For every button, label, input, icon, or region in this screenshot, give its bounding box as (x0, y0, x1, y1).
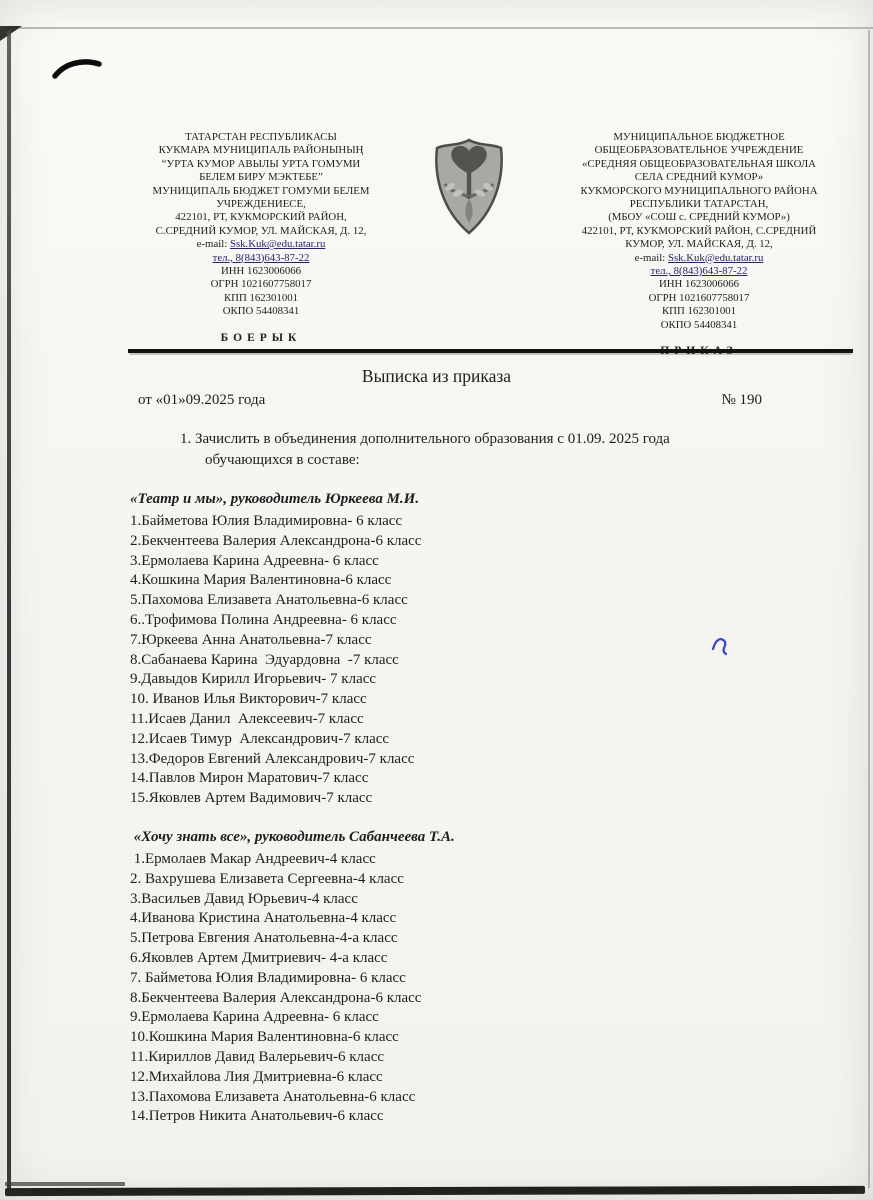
email-label: e-mail: (196, 238, 230, 251)
org-line: КПП 162301001 (661, 305, 737, 318)
org-line: БЕЛЕМ БИРУ МЭКТЕБЕ” (199, 171, 323, 184)
org-lines-top (546, 131, 852, 252)
org-line: (МБОУ «СОШ с. СРЕДНИЙ КУМОР») (608, 211, 790, 224)
email-link: Ssk.Kuk@edu.tatar.ru (229, 238, 326, 251)
org-line: “УРТА КУМОР АВЫЛЫ УРТА ГОМУМИ (161, 157, 361, 170)
org-line: ОКПО 54408341 (660, 318, 738, 331)
black-ink-mark (52, 55, 104, 88)
phone-line: тел., 8(843)643-87-22 (650, 265, 748, 278)
member-line: 2.Бекчентеева Валерия Александрона-6 класс (130, 532, 422, 549)
org-line: КПП 162301001 (223, 291, 299, 304)
org-block-russian (546, 131, 852, 359)
member-line: 10. Иванов Илья Викторович-7 класс (130, 691, 367, 708)
org-lines-bottom (546, 278, 852, 332)
org-line: С.СРЕДНИЙ КУМОР, УЛ. МАЙСКАЯ, Д. 12, (155, 224, 367, 237)
org-line: ИНН 1623006066 (220, 265, 302, 278)
member-line: 3.Ермолаева Карина Адреевна- 6 класс (130, 552, 379, 569)
intro-paragraph (180, 429, 670, 470)
org-line: ОГРН 1021607758017 (648, 291, 750, 304)
org-line: РЕСПУБЛИКИ ТАТАРСТАН, (629, 198, 769, 211)
org-lines-bottom (130, 265, 392, 319)
letterhead-divider (128, 349, 853, 353)
email-link: Ssk.Kuk@edu.tatar.ru (667, 251, 764, 264)
member-line: 15.Яковлев Артем Вадимович-7 класс (130, 790, 373, 807)
member-line: 4.Кошкина Мария Валентиновна-6 класс (130, 572, 392, 589)
org-line: КУМОР, УЛ. МАЙСКАЯ, Д. 12, (625, 238, 773, 251)
member-line: 9.Ермолаева Карина Адреевна- 6 класс (130, 1009, 379, 1026)
org-line: 422101, РТ, КУКМОРСКИЙ РАЙОН, (175, 211, 347, 224)
section-heading: «Хочу знать все», руководитель Сабанчеева Т.А. (130, 829, 455, 845)
member-line: 7. Байметова Юлия Владимировна- 6 класс (130, 969, 406, 986)
member-list (130, 850, 455, 1127)
member-line: 1.Байметова Юлия Владимировна- 6 класс (130, 513, 403, 529)
member-line: 10.Кошкина Мария Валентиновна-6 класс (130, 1029, 399, 1046)
member-line: 3.Васильев Давид Юрьевич-4 класс (130, 890, 358, 907)
doc-type-left: БОЕРЫК (220, 331, 302, 344)
section-heading: «Театр и мы», руководитель Юркеева М.И. (130, 491, 420, 507)
member-line: 6..Трофимова Полина Андреевна- 6 класс (130, 611, 397, 628)
scan-edge-bottom (5, 1186, 865, 1196)
section-know-all (130, 827, 455, 1127)
scan-edge-bottom-blob (5, 1182, 125, 1186)
blue-ink-mark (710, 634, 730, 663)
member-line: 5.Пахомова Елизавета Анатольевна-6 класс (130, 592, 408, 609)
member-line: 4.Иванова Кристина Анатольевна-4 класс (130, 910, 397, 927)
member-line: 8.Сабанаева Карина Эдуардовна -7 класс (130, 651, 399, 668)
member-line: 7.Юркеева Анна Анатольевна-7 класс (130, 631, 372, 648)
order-date: от «01»09.2025 года (138, 392, 266, 408)
member-line: 5.Петрова Евгения Анатольевна-4-а класс (130, 930, 398, 947)
scan-edge-top (0, 27, 873, 29)
member-line: 12.Исаев Тимур Александрович-7 класс (130, 730, 390, 747)
scan-edge-right (868, 30, 870, 1188)
org-line: УЧРЕЖДЕНИЕСЕ, (216, 198, 306, 211)
intro-line: обучающихся в составе: (205, 451, 360, 468)
org-block-tatar (130, 131, 392, 359)
intro-line: 1. Зачислить в объединения дополнительного образования с 01.09. 2025 года (180, 431, 670, 447)
email-line (546, 252, 852, 265)
org-line: ОКПО 54408341 (222, 305, 300, 318)
phone-line: тел., 8(843)643-87-22 (212, 251, 310, 264)
school-coat-of-arms-icon (424, 131, 514, 359)
org-line: «СРЕДНЯЯ ОБЩЕОБРАЗОВАТЕЛЬНАЯ ШКОЛА (582, 157, 816, 170)
member-line: 11.Кириллов Давид Валерьевич-6 класс (130, 1048, 385, 1065)
member-line: 14.Петров Никита Анатольевич-6 класс (130, 1108, 384, 1125)
org-line: МУНИЦИПАЛЬНОЕ БЮДЖЕТНОЕ (613, 131, 785, 143)
org-line: КУКМОРСКОГО МУНИЦИПАЛЬНОГО РАЙОНА (580, 184, 818, 197)
org-line: СЕЛА СРЕДНИЙ КУМОР» (634, 171, 764, 184)
member-line: 13.Федоров Евгений Александрович-7 класс (130, 750, 415, 767)
org-line: ТАТАРСТАН РЕСПУБЛИКАСЫ (185, 131, 337, 143)
member-line: 2. Вахрушева Елизавета Сергеевна-4 класс (130, 870, 404, 887)
letterhead (130, 131, 852, 359)
scan-edge-left (7, 30, 11, 1190)
member-list (130, 512, 421, 809)
member-line: 12.Михайлова Лия Дмитриевна-6 класс (130, 1068, 383, 1085)
document-title: Выписка из приказа (361, 366, 512, 386)
member-line: 9.Давыдов Кирилл Игорьевич- 7 класс (130, 671, 377, 688)
email-label: e-mail: (634, 251, 668, 264)
org-lines-top (130, 131, 392, 238)
org-line: 422101, РТ, КУКМОРСКИЙ РАЙОН, С.СРЕДНИЙ (581, 224, 817, 237)
org-line: МУНИЦИПАЛЬ БЮДЖЕТ ГОМУМИ БЕЛЕМ (152, 184, 370, 197)
org-line: ОБЩЕОБРАЗОВАТЕЛЬНОЕ УЧРЕЖДЕНИЕ (594, 144, 804, 157)
member-line: 1.Ермолаев Макар Андреевич-4 класс (130, 851, 376, 867)
section-theatre (130, 489, 421, 809)
order-number: № 190 (721, 392, 762, 408)
member-line: 11.Исаев Данил Алексеевич-7 класс (130, 710, 364, 727)
member-line: 8.Бекчентеева Валерия Александрона-6 класс (130, 989, 422, 1006)
org-line: КУКМАРА МУНИЦИПАЛЬ РАЙОНЫНЫҢ (158, 144, 364, 157)
date-number-row (138, 392, 762, 409)
member-line: 6.Яковлев Артем Дмитриевич- 4-а класс (130, 949, 388, 966)
org-line: ОГРН 1021607758017 (210, 278, 312, 291)
member-line: 14.Павлов Мирон Маратович-7 класс (130, 770, 369, 787)
org-line: ИНН 1623006066 (658, 278, 740, 291)
email-line (130, 238, 392, 251)
member-line: 13.Пахомова Елизавета Анатольевна-6 класс (130, 1088, 416, 1105)
